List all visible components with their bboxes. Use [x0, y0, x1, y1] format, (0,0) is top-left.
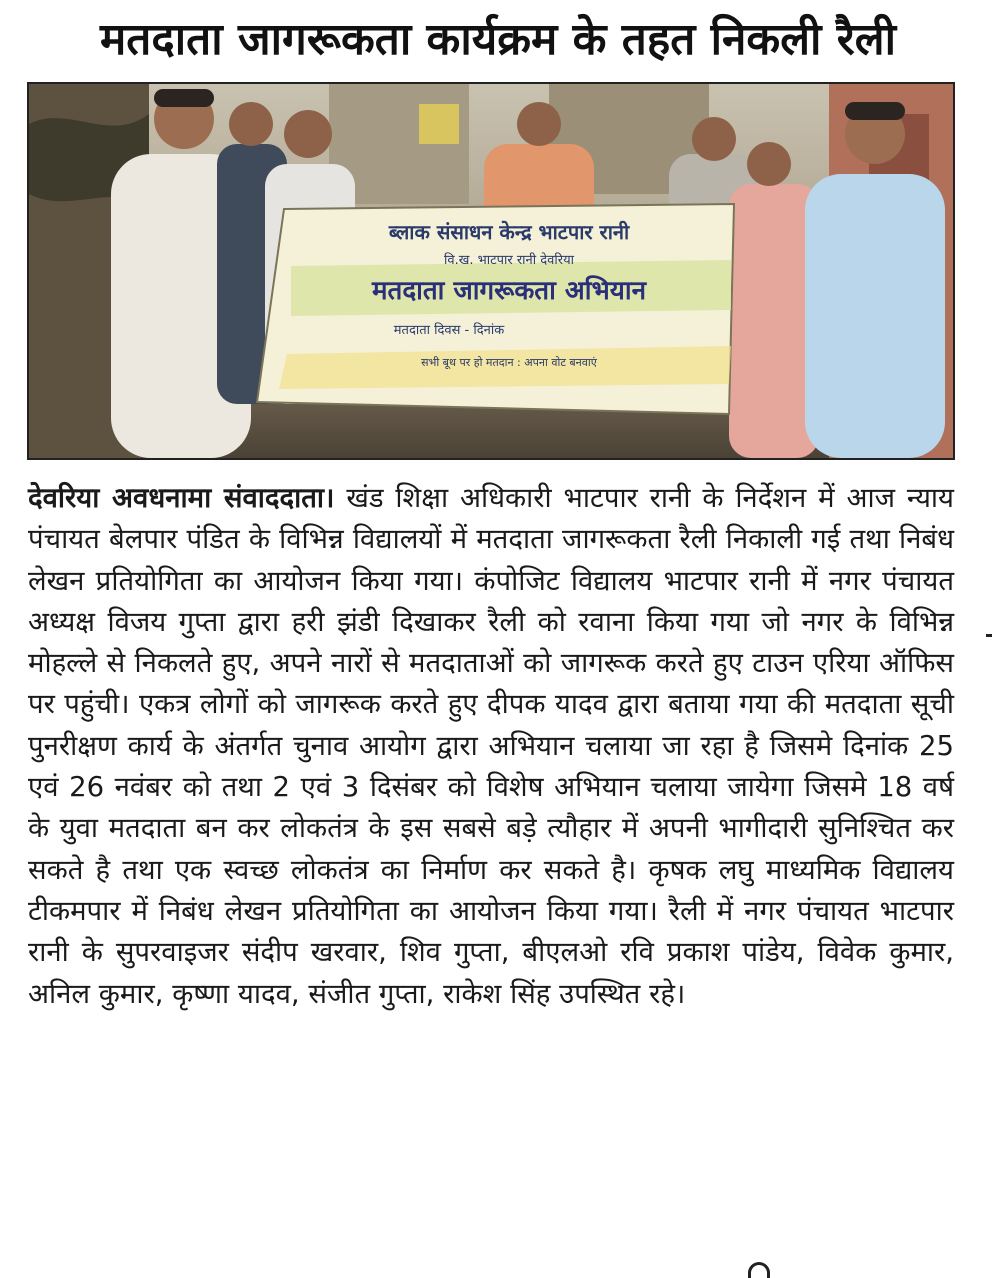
banner-line-2: वि.ख. भाटपार रानी देवरिया [443, 253, 575, 268]
headline: मतदाता जागरूकता कार्यक्रम के तहत निकली रैली [100, 14, 896, 65]
banner-line-5: सभी बूथ पर हो मतदान : अपना वोट बनवाएं [421, 356, 597, 369]
column-edge-mark [986, 634, 992, 637]
banner-line-3: मतदाता जागरूकता अभियान [371, 276, 647, 306]
article-text: खंड शिक्षा अधिकारी भाटपार रानी के निर्देशन में आज न्याय पंचायत बेलपार पंडित के विभिन्न विद्यालयों में मतदाता जागरूकता रैली निकाली गई तथा निबंध लेखन प्रतियोगिता का आयोजन किया गया। कंपोजिट विद्यालय भाटपार रानी में नगर पंचायत अध्यक्ष विजय गुप्ता द्वारा हरी झंडी दिखाकर रैली को रवाना किया गया जो नगर के विभिन्न मोहल्ले से निकलते हुए, अपने नारों से मतदाताओं को जागरूक करते हुए टाउन एरिया ऑफिस पर पहुंची। एकत्र लोगों को जागरूक करते हुए दीपक यादव द्वारा बताया गया की मतदाता सूची पुनरीक्षण कार्य के अंतर्गत चुनाव आयोग द्वारा अभियान चलाया जा रहा है जिसमे दिनांक 25 एवं 26 नवंबर को तथा 2 एवं 3 दिसंबर को विशेष अभियान चलाया जायेगा जिसमे 18 वर्ष के युवा मतदाता बन कर लोकतंत्र के इस सबसे बड़े त्यौहार में अपनी भागीदारी सुनिश्चित कर सकते है तथा एक स्वच्छ लोकतंत्र का निर्माण कर सकते है। कृषक लघु माध्यमिक विद्यालय टीकमपार में निबंध लेखन प्रतियोगिता का आयोजन किया गया। रैली में नगर पंचायत भाटपार रानी के सुपरवाइजर संदीप खरवार, शिव गुप्ता, बीएलओ रवि प्रकाश पांडेय, विवेक कुमार, अनिल कुमार, कृष्णा यादव, संजीत गुप्ता, राकेश सिंह उपस्थित रहे। [28, 482, 954, 1010]
banner-line-1: ब्लाक संसाधन केन्द्र भाटपार रानी [388, 220, 630, 244]
byline: देवरिया अवधनामा संवाददाता। [28, 482, 335, 514]
rally-banner [257, 204, 734, 414]
article-body [28, 478, 954, 1015]
news-photo [27, 82, 955, 460]
banner-line-4: मतदाता दिवस - दिनांक [393, 323, 505, 338]
